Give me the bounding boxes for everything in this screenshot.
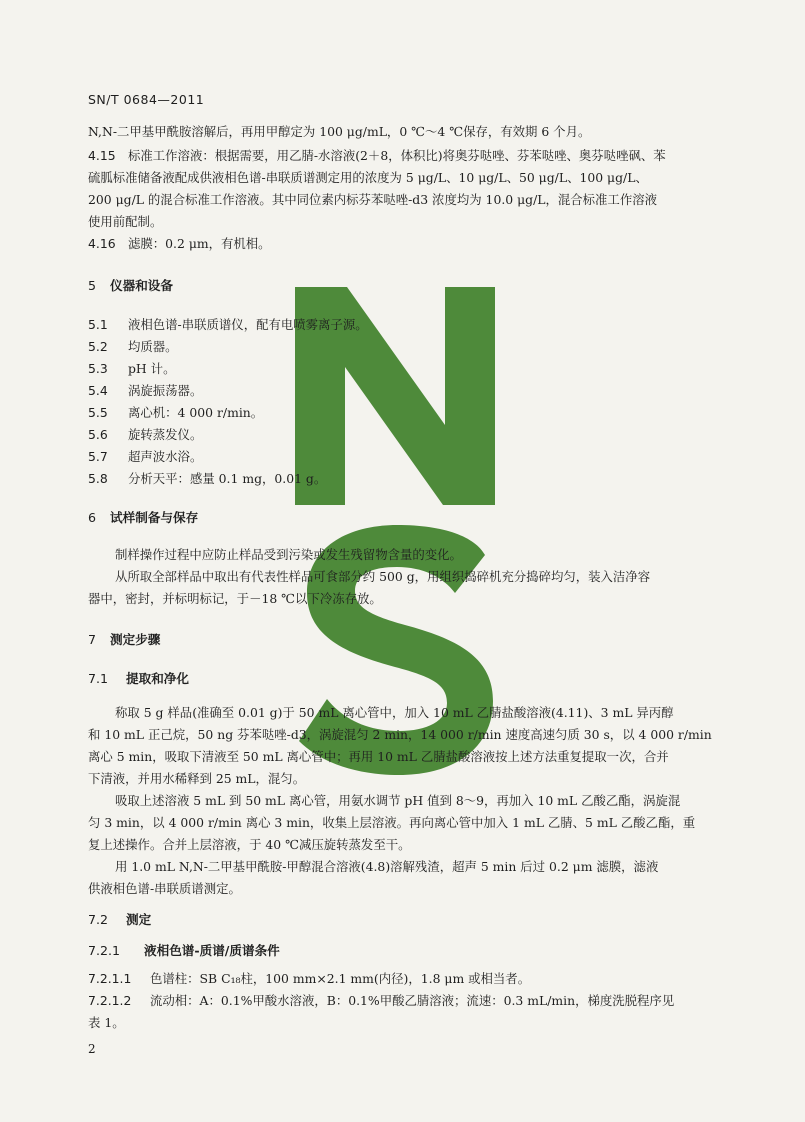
item-number: 4.15	[88, 148, 116, 163]
paragraph-line: 和 10 mL 正己烷，50 ng 芬苯哒唑-d3，涡旋混匀 2 min，14 000 r/min 速度高速匀质 30 s，以 4 000 r/min	[88, 727, 712, 742]
paragraph-line: 器中，密封，并标明标记，于－18 ℃以下冷冻存放。	[88, 591, 382, 606]
paragraph-line: 称取 5 g 样品(准确至 0.01 g)于 50 mL 离心管中，加入 10 mL 乙腈盐酸溶液(4.11)、3 mL 异丙醇	[115, 705, 674, 720]
item-number: 5.3	[88, 361, 108, 376]
section-title: 试样制备与保存	[110, 510, 199, 525]
subsection-heading-7-1	[88, 668, 189, 687]
item-5-1	[88, 315, 368, 335]
section-number: 5	[88, 278, 97, 293]
item-4-15	[88, 146, 666, 166]
item-text: 液相色谱-串联质谱仪，配有电喷雾离子源。	[128, 317, 368, 332]
section-number: 7.1	[88, 671, 109, 686]
item-text: 旋转蒸发仪。	[128, 427, 203, 442]
item-text: 离心机：4 000 r/min。	[128, 405, 264, 420]
section-title: 测定步骤	[110, 632, 161, 647]
item-text: 标准工作溶液：根据需要，用乙腈-水溶液(2＋8，体积比)将奥芬哒唑、芬苯哒唑、奥芬哒唑砜、苯	[128, 148, 666, 163]
paragraph-line: 下清液，并用水稀释到 25 mL，混匀。	[88, 771, 306, 786]
item-5-8	[88, 469, 326, 489]
item-number: 5.2	[88, 339, 108, 354]
item-number: 5.4	[88, 383, 108, 398]
paragraph-line: 匀 3 min，以 4 000 r/min 离心 3 min，收集上层溶液。再向离心管中加入 1 mL 乙腈、5 mL 乙酸乙酯，重	[88, 815, 696, 830]
item-5-6	[88, 425, 202, 445]
item-text: 流动相：A：0.1%甲酸水溶液，B：0.1%甲酸乙腈溶液；流速：0.3 mL/min，梯度洗脱程序见	[150, 993, 675, 1008]
paragraph-line: 200 μg/L 的混合标准工作溶液。其中同位素内标芬苯哒唑-d3 浓度均为 10.0 μg/L，混合标准工作溶液	[88, 192, 657, 207]
paragraph-line: 表 1。	[88, 1015, 125, 1030]
item-text: 均质器。	[128, 339, 178, 354]
paragraph-line: 供液相色谱-串联质谱测定。	[88, 881, 241, 896]
item-5-3	[88, 359, 175, 379]
item-5-2	[88, 337, 178, 357]
item-text: 滤膜：0.2 μm，有机相。	[128, 236, 271, 251]
section-heading-5	[88, 275, 173, 294]
item-number: 5.5	[88, 405, 108, 420]
item-text: 涡旋振荡器。	[128, 383, 203, 398]
item-number: 7.2.1.1	[88, 971, 132, 986]
document-header: SN/T 0684—2011	[88, 92, 205, 107]
item-text: 分析天平：感量 0.1 mg，0.01 g。	[128, 471, 327, 486]
item-number: 5.7	[88, 449, 108, 464]
paragraph-line: 用 1.0 mL N,N-二甲基甲酰胺-甲醇混合溶液(4.8)溶解残渣，超声 5 min 后过 0.2 μm 滤膜，滤液	[115, 859, 659, 874]
page-number: 2	[88, 1042, 96, 1056]
item-text: pH 计。	[128, 361, 176, 376]
section-title: 提取和净化	[126, 671, 189, 686]
section-heading-7	[88, 629, 160, 648]
section-number: 7.2	[88, 912, 109, 927]
item-5-7	[88, 447, 202, 467]
section-number: 6	[88, 510, 97, 525]
item-text: 超声波水浴。	[128, 449, 203, 464]
paragraph-line: 硫胍标准储备液配成供液相色谱-串联质谱测定用的浓度为 5 μg/L、10 μg/L、50 μg/L、100 μg/L、	[88, 170, 648, 185]
section-heading-6	[88, 507, 198, 526]
item-number: 5.8	[88, 471, 108, 486]
paragraph-line: 制样操作过程中应防止样品受到污染或发生残留物含量的变化。	[115, 547, 462, 562]
item-5-4	[88, 381, 202, 401]
subsection-heading-7-2-1	[88, 940, 280, 959]
section-title: 液相色谱-质谱/质谱条件	[144, 943, 280, 958]
item-number: 5.6	[88, 427, 108, 442]
paragraph-line: 从所取全部样品中取出有代表性样品可食部分约 500 g，用组织捣碎机充分捣碎均匀，装入洁净容	[115, 569, 651, 584]
item-4-16	[88, 234, 271, 254]
item-7-2-1-1	[88, 969, 530, 989]
section-title: 仪器和设备	[110, 278, 173, 293]
paragraph-line: 吸取上述溶液 5 mL 到 50 mL 离心管，用氨水调节 pH 值到 8～9，再加入 10 mL 乙酸乙酯，涡旋混	[115, 793, 681, 808]
subsection-heading-7-2	[88, 909, 151, 928]
paragraph-line: 复上述操作。合并上层溶液，于 40 ℃减压旋转蒸发至干。	[88, 837, 411, 852]
paragraph-line: N,N-二甲基甲酰胺溶解后，再用甲醇定为 100 μg/mL，0 ℃～4 ℃保存，有效期 6 个月。	[88, 124, 591, 139]
item-text: 色谱柱：SB C₁₈柱，100 mm×2.1 mm(内径)，1.8 μm 或相当者。	[150, 971, 531, 986]
paragraph-line: 离心 5 min，吸取下清液至 50 mL 离心管中；再用 10 mL 乙腈盐酸溶液按上述方法重复提取一次，合并	[88, 749, 669, 764]
section-title: 测定	[126, 912, 152, 927]
item-5-5	[88, 403, 263, 423]
paragraph-line: 使用前配制。	[88, 214, 163, 229]
item-number: 4.16	[88, 236, 116, 251]
item-7-2-1-2	[88, 991, 674, 1011]
section-number: 7.2.1	[88, 943, 121, 958]
section-number: 7	[88, 632, 97, 647]
item-number: 7.2.1.2	[88, 993, 132, 1008]
item-number: 5.1	[88, 317, 108, 332]
